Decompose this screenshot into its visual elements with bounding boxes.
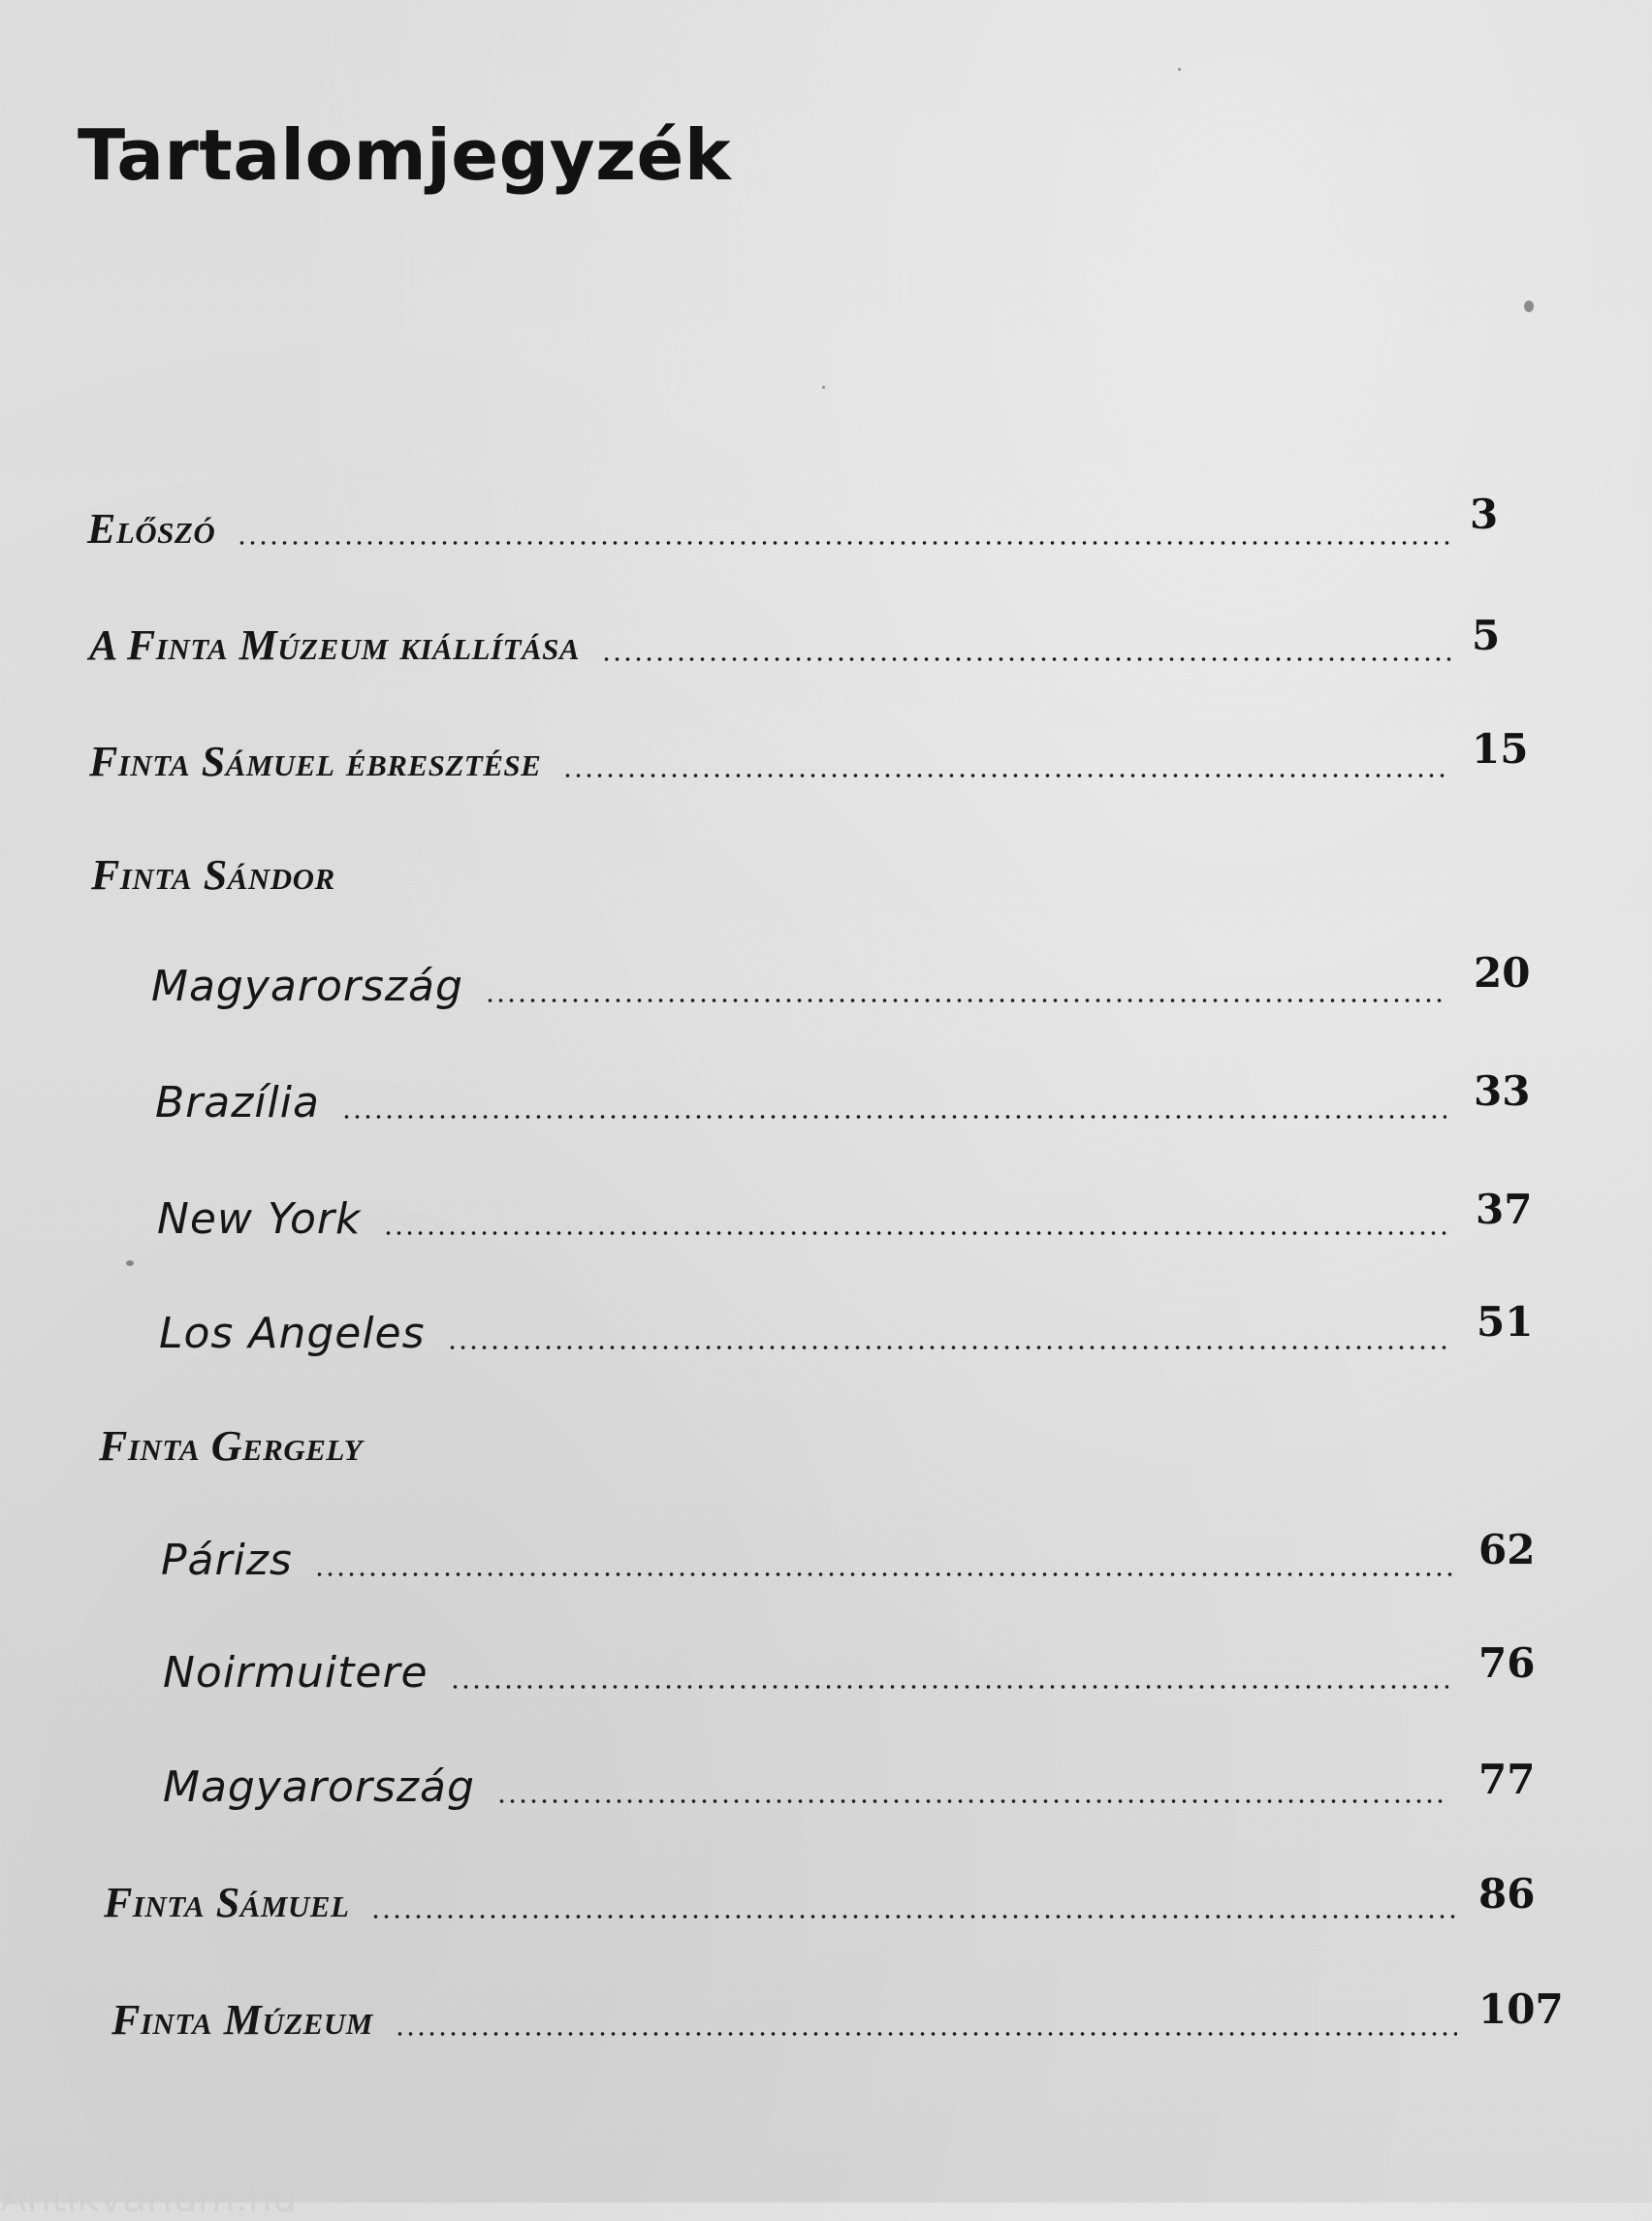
toc-entry-label: Magyarország <box>163 1762 475 1812</box>
toc-entry-label: Finta Múzeum <box>111 1996 373 2044</box>
toc-page-number: 5 <box>1472 612 1501 659</box>
toc-entry <box>99 1400 681 1468</box>
toc-page-number: 20 <box>1474 949 1531 997</box>
toc-entry-label: Párizs <box>161 1536 293 1585</box>
dot-leader <box>485 999 1445 1002</box>
toc-entry-label: New York <box>157 1194 362 1244</box>
toc-entry-label: Los Angeles <box>159 1309 426 1358</box>
toc-entry-label: Finta Sándor <box>91 851 335 899</box>
toc-entry-label: Noirmuitere <box>163 1648 429 1697</box>
dot-leader <box>314 1572 1454 1576</box>
toc-entry <box>155 1057 1446 1125</box>
toc-entry-label: Előszó <box>87 505 216 553</box>
watermark: Antikvarium.hu <box>0 2176 298 2221</box>
dot-leader <box>383 1231 1451 1235</box>
toc-page-number: 77 <box>1478 1756 1536 1803</box>
toc-entry <box>163 1741 1448 1812</box>
toc-page-number: 86 <box>1478 1870 1536 1918</box>
toc-page-number: 37 <box>1476 1186 1533 1233</box>
paper-speck <box>1524 301 1534 312</box>
dot-leader <box>562 774 1450 777</box>
paper-speck <box>822 386 825 389</box>
toc-entry <box>87 483 1454 551</box>
toc-entry-label: Finta Sámuel ébresztése <box>89 738 542 785</box>
dot-leader <box>450 1685 1448 1689</box>
toc-entry <box>163 1627 1448 1695</box>
toc-page-number: 3 <box>1470 491 1499 538</box>
toc-page-number: 76 <box>1478 1639 1536 1687</box>
paper-speck <box>1178 68 1181 71</box>
dot-leader <box>447 1346 1452 1349</box>
dot-leader <box>496 1799 1448 1803</box>
toc-page-number: 51 <box>1477 1298 1534 1346</box>
toc-entry <box>151 940 1445 1011</box>
dot-leader <box>395 2032 1457 2036</box>
toc-page-number: 15 <box>1472 725 1529 773</box>
toc-entry-label: Finta Gergely <box>99 1422 364 1470</box>
toc-entry-label: Finta Sámuel <box>104 1879 350 1926</box>
toc-entry <box>91 829 673 897</box>
toc-entry <box>159 1287 1452 1358</box>
toc-entry <box>89 715 1450 783</box>
toc-entry <box>111 1974 1457 2042</box>
toc-entry <box>104 1856 1457 1924</box>
toc-entry <box>161 1514 1454 1585</box>
dot-leader <box>237 541 1454 545</box>
toc-page-number: 62 <box>1478 1526 1536 1573</box>
toc-entry-label: Magyarország <box>151 962 463 1011</box>
toc-page-number: 107 <box>1478 1985 1564 2033</box>
toc-entry <box>157 1173 1450 1244</box>
page-title: Tartalomjegyzék <box>78 114 732 196</box>
toc-page-number: 33 <box>1474 1067 1531 1115</box>
dot-leader <box>601 657 1452 661</box>
dot-leader <box>370 1915 1457 1919</box>
dot-leader <box>341 1115 1446 1119</box>
paper-speck <box>126 1260 134 1266</box>
toc-entry <box>89 599 1452 667</box>
toc-entry-label: A Finta Múzeum kiállítása <box>89 621 581 669</box>
toc-entry-label: Brazília <box>155 1078 320 1127</box>
